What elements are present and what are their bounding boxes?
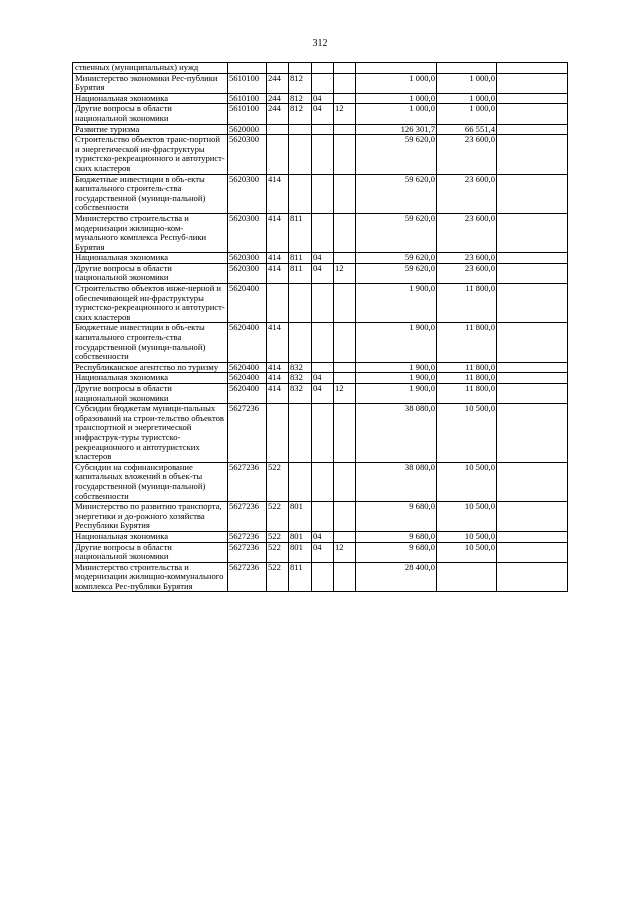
cell-expense-type: 522 [267,531,289,542]
cell-subsection [334,253,356,264]
cell-name: Другие вопросы в области национальной экономики [73,542,228,562]
cell-amount-1: 1 900,0 [356,373,437,384]
cell-amount-1: 59 620,0 [356,263,437,283]
cell-name: Другие вопросы в области национальной экономики [73,263,228,283]
cell-empty [497,531,568,542]
cell-target-article: 5627236 [228,562,267,592]
page-number: 312 [312,38,328,49]
cell-target-article: 5627236 [228,502,267,532]
cell-empty [497,253,568,264]
table-row [73,502,568,532]
cell-amount-1: 1 900,0 [356,284,437,323]
cell-name: ственных (муниципальных) нужд [73,63,228,74]
cell-administrator: 801 [289,502,312,532]
table-row [73,462,568,501]
cell-subsection [334,174,356,213]
table-row [73,542,568,562]
cell-subsection [334,462,356,501]
cell-amount-1: 9 680,0 [356,502,437,532]
cell-section [312,502,334,532]
cell-name: Бюджетные инвестиции в объ-екты капитального строитель-ства государственной (муници-пальной) собственности [73,323,228,362]
cell-amount-1: 9 680,0 [356,542,437,562]
cell-subsection: 12 [334,263,356,283]
cell-section: 04 [312,93,334,104]
table-row [73,384,568,404]
cell-subsection [334,284,356,323]
cell-target-article: 5620400 [228,284,267,323]
cell-amount-1: 1 000,0 [356,93,437,104]
cell-section [312,562,334,592]
cell-amount-1: 1 000,0 [356,104,437,124]
cell-expense-type [267,124,289,135]
cell-empty [497,542,568,562]
table-row [73,323,568,362]
cell-subsection [334,124,356,135]
cell-administrator: 811 [289,253,312,264]
cell-amount-2: 10 500,0 [437,404,497,463]
cell-amount-2: 23 600,0 [437,263,497,283]
cell-section [312,124,334,135]
cell-name: Другие вопросы в области национальной экономики [73,384,228,404]
cell-name: Развитие туризма [73,124,228,135]
table-row [73,73,568,93]
cell-administrator: 832 [289,362,312,373]
cell-administrator [289,323,312,362]
cell-empty [497,93,568,104]
table-row [73,124,568,135]
cell-administrator: 801 [289,542,312,562]
cell-administrator [289,462,312,501]
cell-target-article: 5627236 [228,462,267,501]
cell-amount-2: 11 800,0 [437,373,497,384]
table-row [73,63,568,74]
cell-expense-type: 522 [267,502,289,532]
cell-amount-1: 1 900,0 [356,323,437,362]
cell-target-article: 5627236 [228,531,267,542]
cell-expense-type: 414 [267,253,289,264]
cell-subsection [334,73,356,93]
cell-subsection [334,213,356,252]
table-row [73,562,568,592]
cell-empty [497,124,568,135]
cell-expense-type [267,63,289,74]
budget-table [72,62,568,592]
cell-expense-type [267,135,289,174]
cell-name: Национальная экономика [73,253,228,264]
cell-amount-2: 23 600,0 [437,253,497,264]
table-row [73,253,568,264]
cell-name: Строительство объектов транс-портной и энергетической ин-фраструктуры туристско-рекреационного и автотурист-ских кластеров [73,135,228,174]
cell-amount-1: 1 000,0 [356,73,437,93]
cell-expense-type: 414 [267,362,289,373]
cell-amount-1: 59 620,0 [356,253,437,264]
cell-expense-type: 414 [267,323,289,362]
cell-target-article: 5610100 [228,104,267,124]
cell-expense-type: 244 [267,73,289,93]
cell-name: Министерство строительства и модернизации жилищно-ком-мунального комплекса Респуб-лики Бурятия [73,213,228,252]
cell-administrator: 811 [289,562,312,592]
cell-name: Министерство по развитию транспорта, энергетики и до-рожного хозяйства Республики Бурятия [73,502,228,532]
cell-section: 04 [312,104,334,124]
cell-amount-2 [437,63,497,74]
cell-expense-type: 414 [267,384,289,404]
table-row [73,135,568,174]
cell-amount-2: 10 500,0 [437,542,497,562]
cell-amount-1: 59 620,0 [356,213,437,252]
cell-section [312,462,334,501]
cell-expense-type: 244 [267,93,289,104]
cell-target-article: 5620300 [228,174,267,213]
cell-empty [497,213,568,252]
cell-target-article [228,63,267,74]
table-body [73,63,568,592]
cell-amount-2: 1 000,0 [437,104,497,124]
cell-amount-1: 59 620,0 [356,135,437,174]
cell-subsection [334,93,356,104]
cell-amount-2: 23 600,0 [437,174,497,213]
cell-subsection [334,135,356,174]
cell-target-article: 5620300 [228,135,267,174]
cell-section: 04 [312,542,334,562]
cell-target-article: 5627236 [228,542,267,562]
cell-amount-1: 9 680,0 [356,531,437,542]
cell-name: Национальная экономика [73,531,228,542]
cell-amount-2: 11 800,0 [437,323,497,362]
table-row [73,213,568,252]
cell-empty [497,263,568,283]
cell-administrator: 832 [289,373,312,384]
cell-subsection [334,373,356,384]
cell-empty [497,63,568,74]
cell-amount-2 [437,562,497,592]
cell-subsection: 12 [334,384,356,404]
cell-amount-2: 10 500,0 [437,531,497,542]
cell-section [312,135,334,174]
cell-amount-2: 23 600,0 [437,213,497,252]
cell-amount-1: 1 900,0 [356,362,437,373]
cell-name: Строительство объектов инже-нерной и обеспечивающей ин-фраструктуры туристско-рекреационного и автотурист-ских кластеров [73,284,228,323]
cell-expense-type: 414 [267,373,289,384]
cell-expense-type: 414 [267,213,289,252]
cell-administrator [289,404,312,463]
cell-name: Субсидии бюджетам муници-пальных образований на строи-тельство объектов транспортной и энергетической инфраструк-туры туристско-рекреационного и автотуристских кластеров [73,404,228,463]
cell-administrator: 812 [289,104,312,124]
cell-administrator: 812 [289,93,312,104]
cell-section: 04 [312,263,334,283]
cell-subsection [334,362,356,373]
cell-section [312,404,334,463]
table-row [73,284,568,323]
cell-name: Субсидии на софинансирование капитальных вложений в объек-ты государственной (муници-пальной) собственности [73,462,228,501]
cell-empty [497,73,568,93]
cell-administrator [289,135,312,174]
table-row [73,531,568,542]
cell-name: Министерство экономики Рес-публики Бурятия [73,73,228,93]
cell-amount-2: 11 800,0 [437,284,497,323]
cell-section: 04 [312,373,334,384]
cell-expense-type: 414 [267,174,289,213]
cell-subsection [334,63,356,74]
cell-subsection [334,562,356,592]
cell-section [312,362,334,373]
cell-expense-type: 522 [267,562,289,592]
cell-empty [497,323,568,362]
cell-target-article: 5620300 [228,263,267,283]
cell-section [312,284,334,323]
cell-empty [497,174,568,213]
cell-administrator: 811 [289,263,312,283]
cell-amount-2: 1 000,0 [437,93,497,104]
cell-empty [497,502,568,532]
cell-subsection [334,531,356,542]
cell-administrator: 811 [289,213,312,252]
cell-target-article: 5620000 [228,124,267,135]
cell-name: Другие вопросы в области национальной экономики [73,104,228,124]
cell-subsection: 12 [334,104,356,124]
table-row [73,373,568,384]
cell-amount-1: 38 080,0 [356,462,437,501]
cell-amount-2: 66 551,4 [437,124,497,135]
cell-empty [497,562,568,592]
cell-target-article: 5620400 [228,323,267,362]
cell-amount-1: 1 900,0 [356,384,437,404]
cell-administrator: 832 [289,384,312,404]
table-row [73,104,568,124]
cell-target-article: 5620300 [228,253,267,264]
cell-section: 04 [312,384,334,404]
cell-name: Национальная экономика [73,93,228,104]
cell-empty [497,362,568,373]
cell-target-article: 5620300 [228,213,267,252]
cell-amount-2: 10 500,0 [437,462,497,501]
cell-target-article: 5620400 [228,362,267,373]
cell-amount-2: 1 000,0 [437,73,497,93]
cell-target-article: 5627236 [228,404,267,463]
cell-section [312,63,334,74]
cell-section [312,174,334,213]
table-row [73,93,568,104]
cell-target-article: 5620400 [228,384,267,404]
cell-subsection [334,404,356,463]
cell-amount-1: 126 301,7 [356,124,437,135]
table-row [73,174,568,213]
cell-expense-type [267,404,289,463]
table-row [73,362,568,373]
cell-expense-type [267,284,289,323]
cell-subsection [334,502,356,532]
cell-amount-1: 38 080,0 [356,404,437,463]
cell-name: Бюджетные инвестиции в объ-екты капитального строитель-ства государственной (муници-пальной) собственности [73,174,228,213]
cell-amount-2: 23 600,0 [437,135,497,174]
cell-administrator [289,284,312,323]
cell-empty [497,284,568,323]
cell-expense-type: 522 [267,542,289,562]
table-row [73,404,568,463]
cell-empty [497,404,568,463]
cell-empty [497,462,568,501]
cell-empty [497,104,568,124]
cell-target-article: 5620400 [228,373,267,384]
cell-amount-1: 59 620,0 [356,174,437,213]
cell-administrator [289,63,312,74]
cell-section [312,213,334,252]
table-row [73,263,568,283]
cell-empty [497,373,568,384]
cell-subsection [334,323,356,362]
cell-amount-2: 11 800,0 [437,362,497,373]
cell-administrator: 801 [289,531,312,542]
cell-name: Министерство строительства и модернизации жилищно-коммунального комплекса Рес-публики Бурятия [73,562,228,592]
cell-target-article: 5610100 [228,73,267,93]
cell-empty [497,384,568,404]
cell-amount-2: 10 500,0 [437,502,497,532]
cell-administrator [289,124,312,135]
cell-section: 04 [312,531,334,542]
cell-amount-1 [356,63,437,74]
cell-amount-1: 28 400,0 [356,562,437,592]
cell-section: 04 [312,253,334,264]
cell-section [312,73,334,93]
cell-name: Национальная экономика [73,373,228,384]
cell-section [312,323,334,362]
cell-expense-type: 244 [267,104,289,124]
cell-administrator [289,174,312,213]
cell-empty [497,135,568,174]
cell-amount-2: 11 800,0 [437,384,497,404]
cell-expense-type: 414 [267,263,289,283]
cell-subsection: 12 [334,542,356,562]
cell-target-article: 5610100 [228,93,267,104]
cell-name: Республиканское агентство по туризму [73,362,228,373]
cell-administrator: 812 [289,73,312,93]
cell-expense-type: 522 [267,462,289,501]
